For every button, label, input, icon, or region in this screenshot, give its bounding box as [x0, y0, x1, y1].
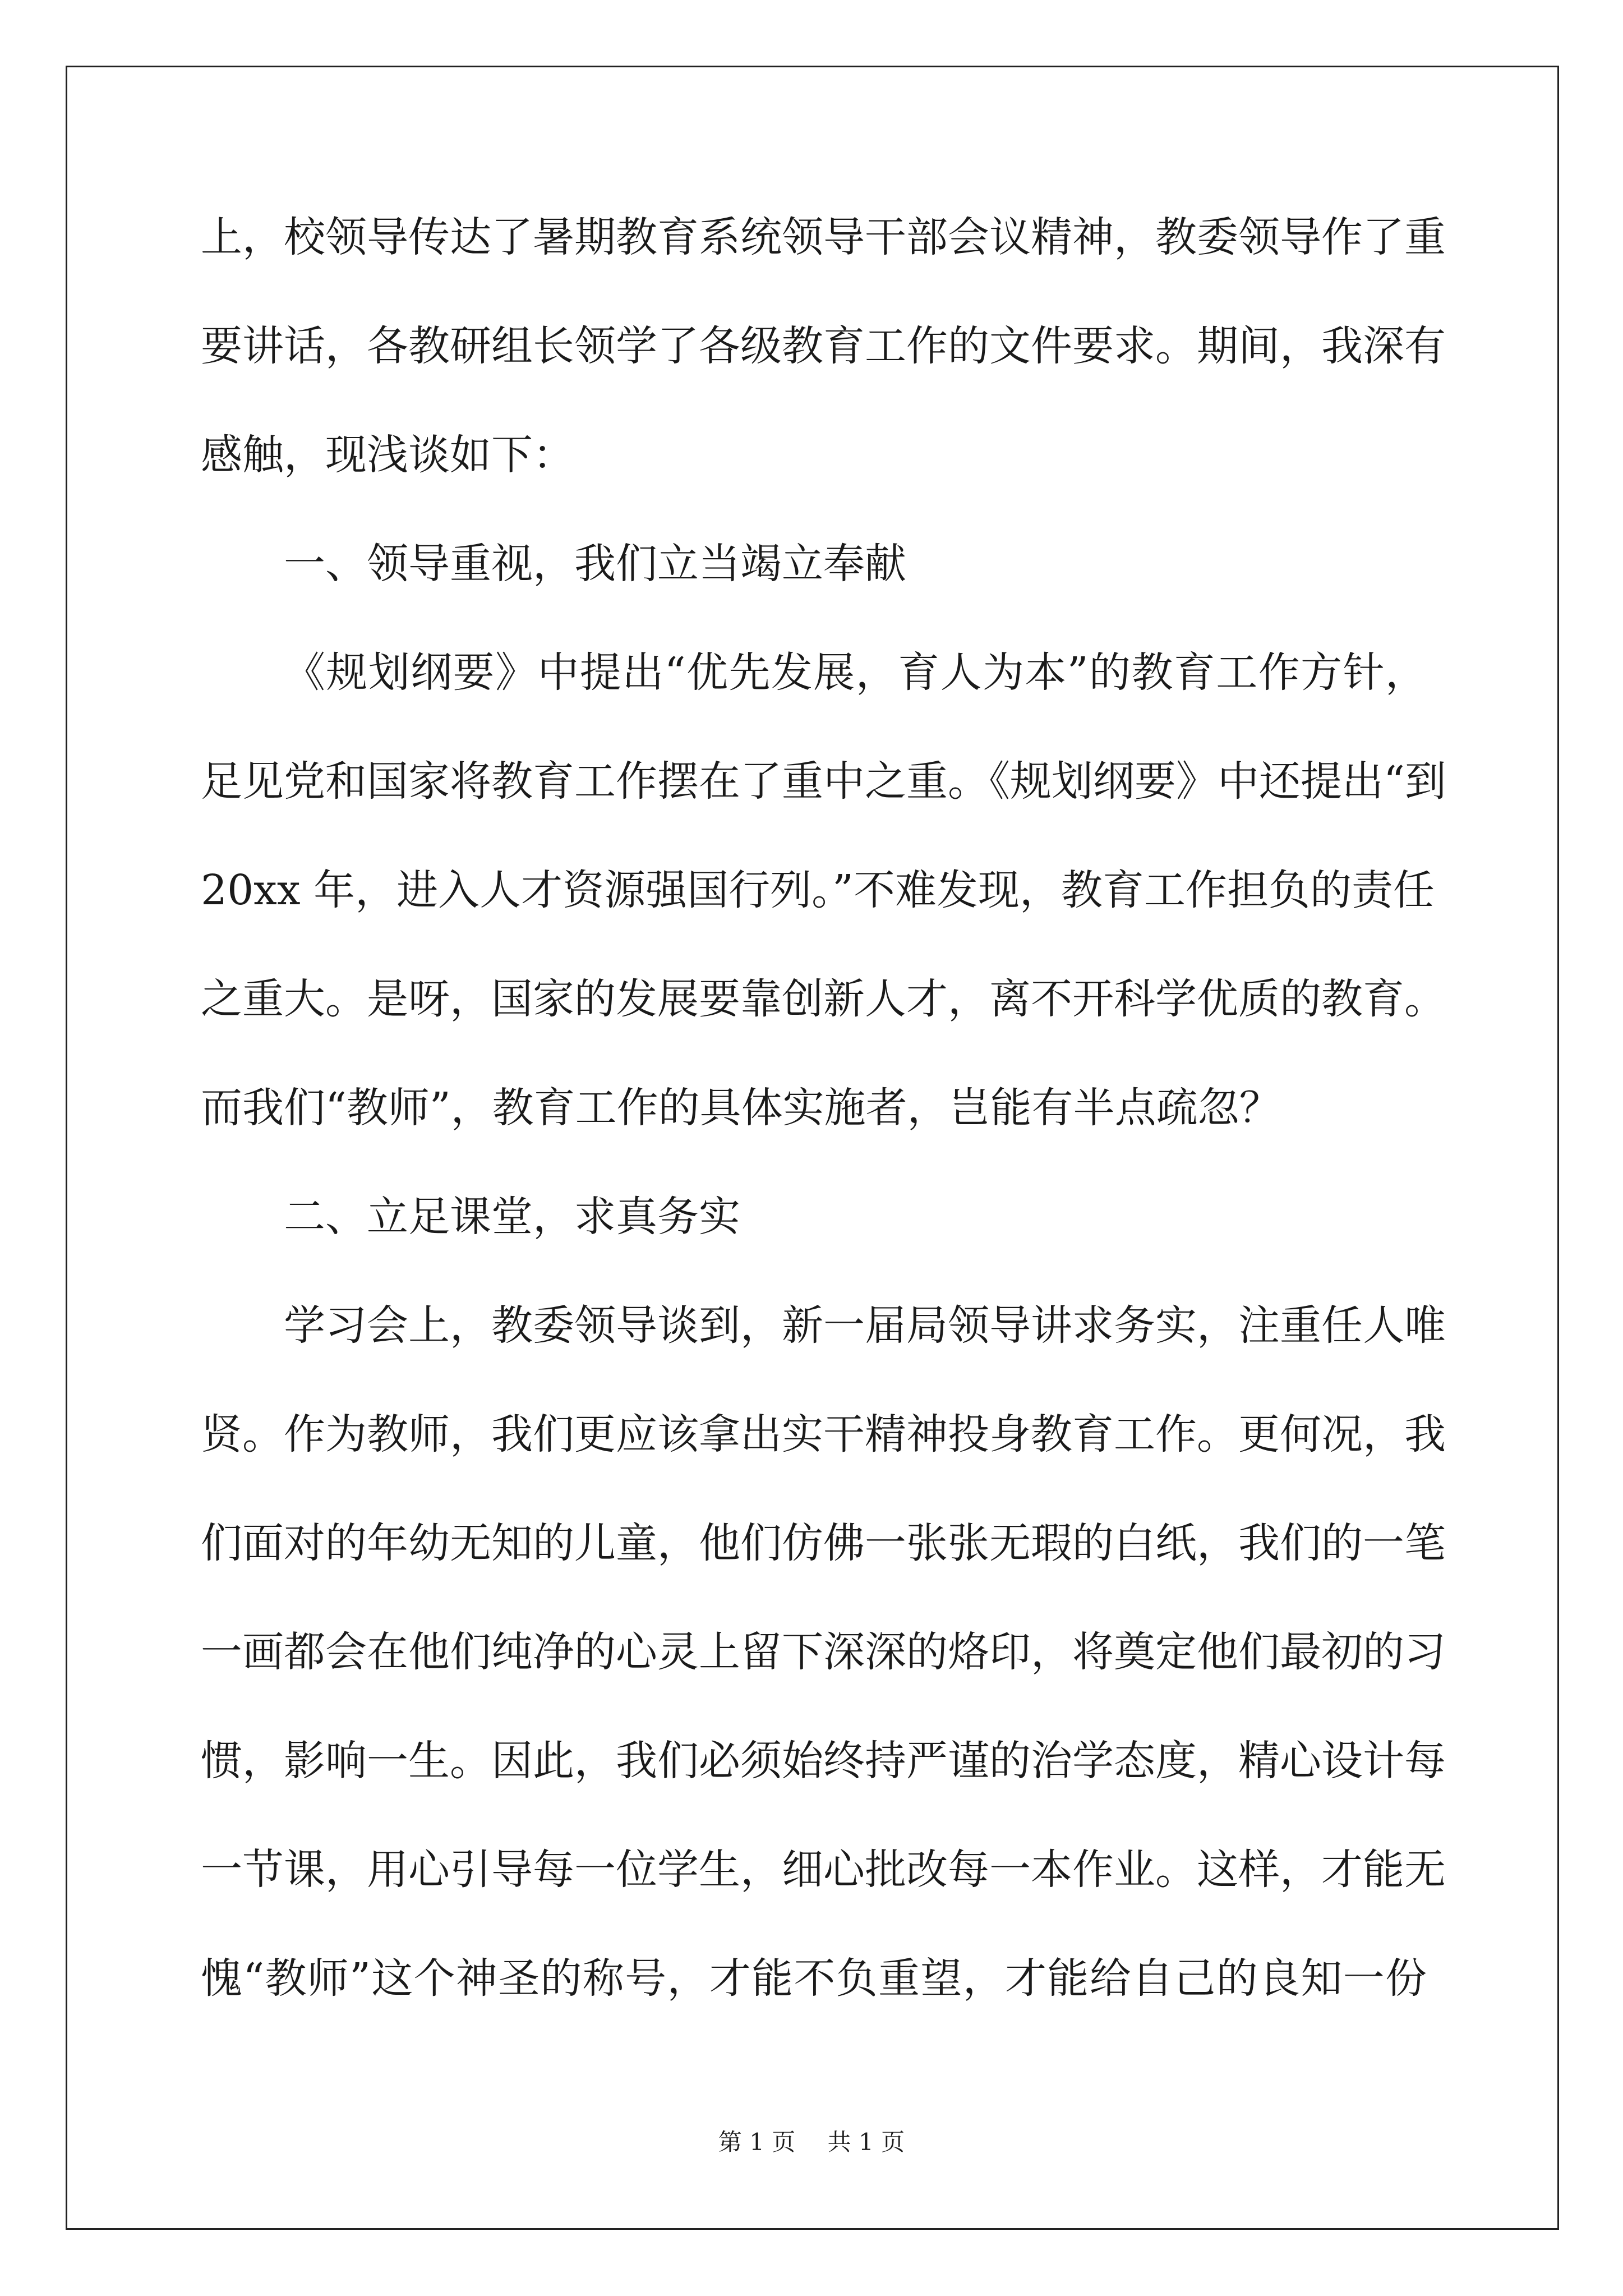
text-line: 一节课，用心引导每一位学生，细心批改每一本作业。这样，才能无: [201, 1846, 1446, 1894]
page-total: 共 1 页: [827, 2128, 905, 2156]
text-line: 之重大。是呀，国家的发展要靠创新人才，离不开科学优质的教育。: [201, 975, 1446, 1023]
page-footer: [0, 2128, 1623, 2156]
text-line: 而我们“教师”，教育工作的具体实施者，岂能有半点疏忽？: [201, 1084, 1281, 1132]
text-line: 们面对的年幼无知的儿童，他们仿佛一张张无瑕的白纸，我们的一笔: [201, 1519, 1446, 1567]
text-line: 要讲话，各教研组长领学了各级教育工作的文件要求。期间，我深有: [201, 322, 1446, 370]
document-body: [201, 212, 1446, 2062]
text-line: 二、立足课堂，求真务实: [284, 1193, 740, 1241]
text-line: 20xx 年，进入人才资源强国行列。”不难发现，教育工作担负的责任: [201, 866, 1435, 914]
text-line: 一、领导重视，我们立当竭立奉献: [284, 540, 906, 588]
text-line: 感触，现浅谈如下：: [201, 431, 574, 479]
page-number: 第 1 页: [718, 2128, 796, 2156]
text-line: 贤。作为教师，我们更应该拿出实干精神投身教育工作。更何况，我: [201, 1410, 1446, 1458]
text-line: 一画都会在他们纯净的心灵上留下深深的烙印，将奠定他们最初的习: [201, 1628, 1446, 1676]
text-line: 学习会上，教委领导谈到，新一届局领导讲求务实，注重任人唯: [284, 1301, 1446, 1350]
text-line: 足见党和国家将教育工作摆在了重中之重。《规划纲要》中还提出“到: [201, 757, 1446, 806]
text-line: 惯，影响一生。因此，我们必须始终持严谨的治学态度，精心设计每: [201, 1737, 1446, 1785]
text-line: 愧“教师”这个神圣的称号，才能不负重望，才能给自己的良知一份: [201, 1954, 1427, 2003]
text-line: 上，校领导传达了暑期教育系统领导干部会议精神，教委领导作了重: [201, 213, 1446, 261]
text-line: 《规划纲要》中提出“优先发展，育人为本”的教育工作方针，: [284, 648, 1427, 697]
